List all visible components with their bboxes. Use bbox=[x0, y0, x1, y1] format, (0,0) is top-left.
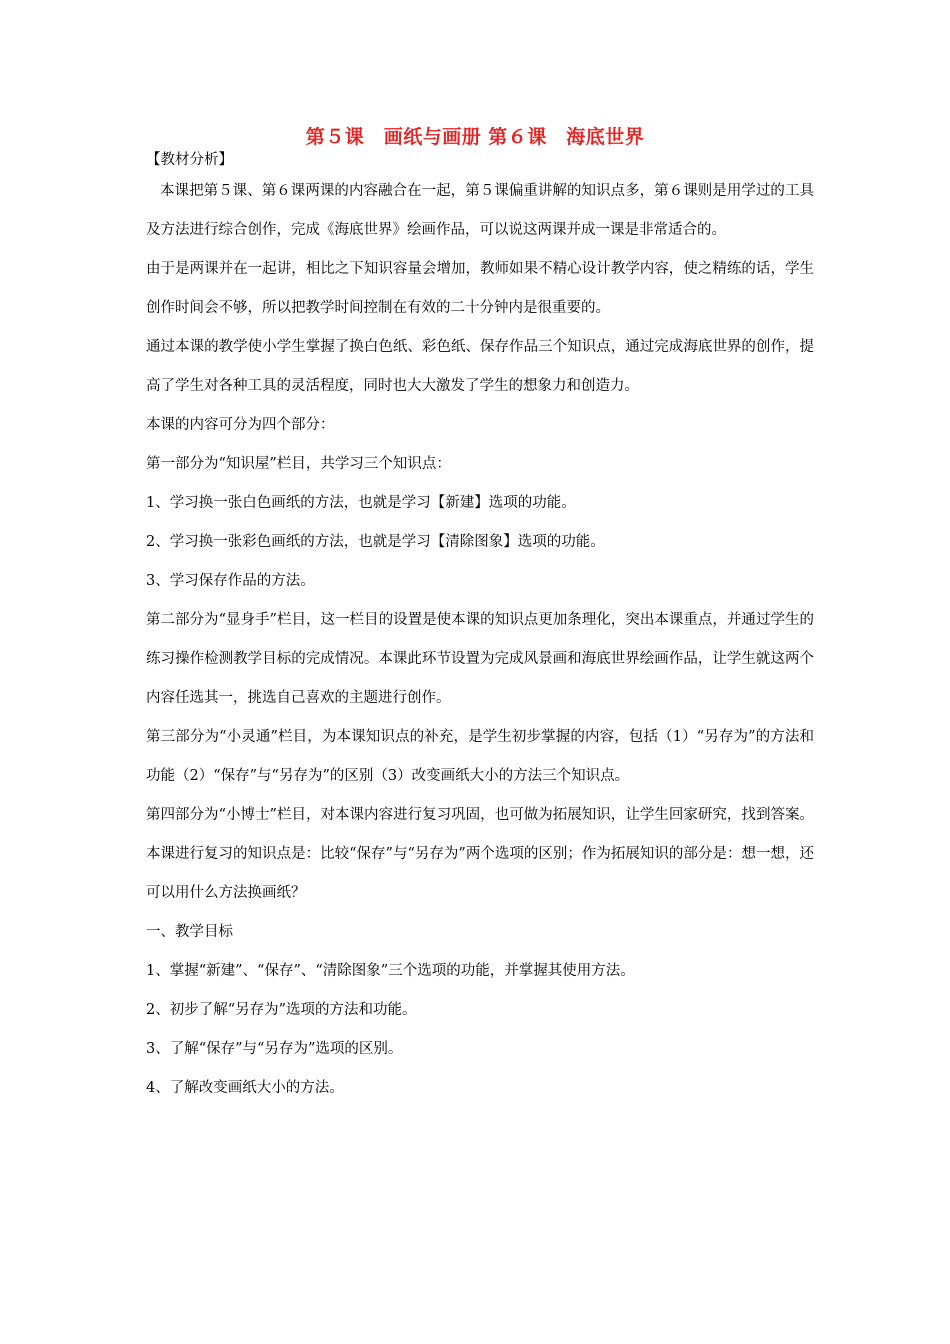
paragraph-outcome: 通过本课的教学使小学生掌握了换白色纸、彩色纸、保存作品三个知识点，通过完成海底世界的创作，提高了学生对各种工具的灵活程度，同时也大大激发了学生的想象力和创造力。 bbox=[146, 339, 814, 394]
objectives-heading: 一、教学目标 bbox=[146, 924, 233, 940]
list-item: 1、学习换一张白色画纸的方法，也就是学习【新建】选项的功能。 bbox=[146, 495, 576, 511]
paragraph-part-two: 第二部分为“显身手”栏目，这一栏目的设置是使本课的知识点更加条理化，突出本课重点，并通过学生的练习操作检测教学目标的完成情况。本课此环节设置为完成风景画和海底世界绘画作品，让学生就这两个内容任选其一，挑选自己喜欢的主题进行创作。 bbox=[146, 612, 814, 706]
list-item: 3、学习保存作品的方法。 bbox=[146, 573, 315, 589]
content-parts-line: 本课的内容可分为四个部分： bbox=[146, 417, 335, 433]
objective-item: 1、掌握“新建”、“保存”、“清除图象”三个选项的功能，并掌握其使用方法。 bbox=[146, 963, 635, 979]
paragraph-part-three: 第三部分为“小灵通”栏目，为本课知识点的补充，是学生初步掌握的内容，包括（1）“另存为”的方法和功能（2）“保存”与“另存为”的区别（3）改变画纸大小的方法三个知识点。 bbox=[146, 729, 814, 784]
paragraph-intro: 本课把第５课、第６课两课的内容融合在一起，第５课偏重讲解的知识点多，第６课则是用学过的工具及方法进行综合创作，完成《海底世界》绘画作品，可以说这两课并成一课是非常适合的。 bbox=[146, 183, 814, 238]
document-title: 第５课 画纸与画册 第６课 海底世界 bbox=[305, 126, 645, 148]
paragraph-part-four: 第四部分为“小博士”栏目，对本课内容进行复习巩固，也可做为拓展知识，让学生回家研究，找到答案。本课进行复习的知识点是：比较“保存”与“另存为”两个选项的区别；作为拓展知识的部分是：想一想，还可以用什么方法换画纸？ bbox=[146, 807, 814, 901]
objective-item: 4、了解改变画纸大小的方法。 bbox=[146, 1080, 344, 1096]
section-label-textbook-analysis: 【教材分析】 bbox=[146, 152, 233, 168]
document-body bbox=[146, 150, 814, 1108]
objective-item: 3、了解“保存”与“另存为”选项的区别。 bbox=[146, 1041, 403, 1057]
part-one-line: 第一部分为“知识屋”栏目，共学习三个知识点： bbox=[146, 456, 451, 472]
list-item: 2、学习换一张彩色画纸的方法，也就是学习【清除图象】选项的功能。 bbox=[146, 534, 605, 550]
objective-item: 2、初步了解“另存为”选项的方法和功能。 bbox=[146, 1002, 417, 1018]
paragraph-time: 由于是两课并在一起讲，相比之下知识容量会增加，教师如果不精心设计教学内容，使之精练的话，学生创作时间会不够，所以把教学时间控制在有效的二十分钟内是很重要的。 bbox=[146, 261, 814, 316]
